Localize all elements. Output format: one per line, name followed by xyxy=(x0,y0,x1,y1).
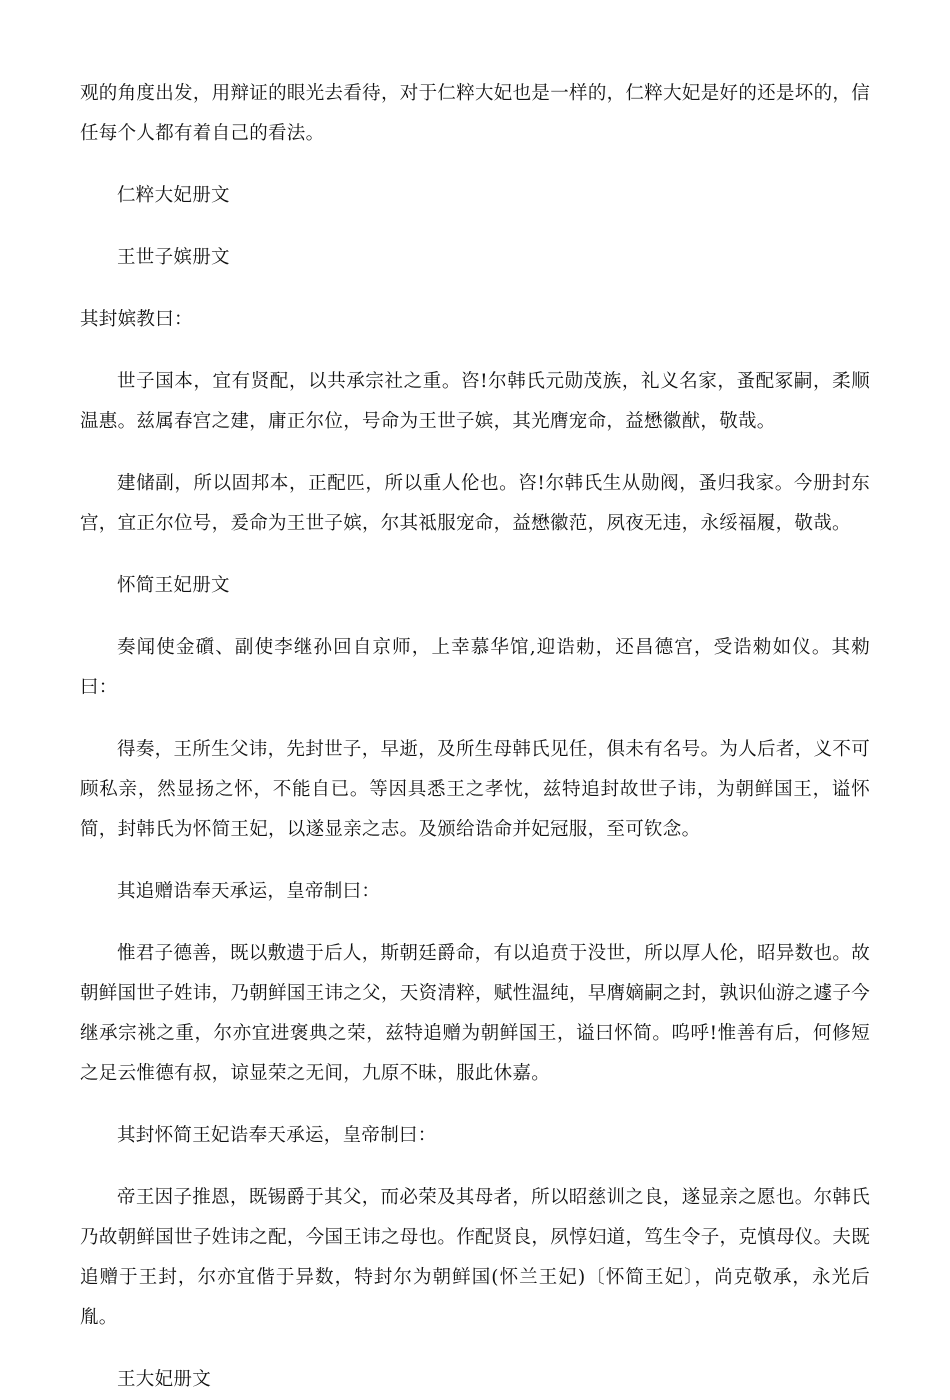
paragraph-jian-chufu: 建储副，所以固邦本，正配匹，所以重人伦也。咨!尔韩氏生从勋阀，蚤归我家。今册封东宫，宜正尔位号，爰命为王世子嫔，尔其祗服宠命，益懋徽范，夙夜无违，永绥福履，敬哉。 xyxy=(80,473,870,534)
heading-renzui-dafei-cewen: 仁粹大妃册文 xyxy=(117,185,230,206)
paragraph-de-zou: 得奏，王所生父讳，先封世子，早逝，及所生母韩氏见任，俱未有名号。为人后者，义不可顾私亲，然显扬之怀，不能自已。等因具悉王之孝忱，兹特追封故世子讳，为朝鲜国王，谥怀简，封韩氏为怀简王妃，以遂显亲之志。及颁给诰命并妃冠服，至可钦念。 xyxy=(80,739,870,840)
heading-wang-dafei-cewen: 王大妃册文 xyxy=(117,1369,212,1390)
paragraph-feng-pin-jiao: 其封嫔教曰： xyxy=(80,309,193,330)
paragraph-1: 观的角度出发，用辩证的眼光去看待，对于仁粹大妃也是一样的，仁粹大妃是好的还是坏的，信任每个人都有着自己的看法。 xyxy=(80,83,870,144)
paragraph-wei-junzi: 惟君子德善，既以敷遗于后人，斯朝廷爵命，有以追贲于没世，所以厚人伦，昭异数也。故朝鲜国世子姓讳，乃朝鲜国王讳之父，天资清粹，赋性温纯，早膺嫡嗣之封，孰识仙游之遽子今继承宗祧之重，尔亦宜进褒典之荣，兹特追赠为朝鲜国王，谥曰怀简。呜呼!惟善有后，何修短之足云惟德有叔，谅显荣之无间，九原不昧，服此休嘉。 xyxy=(80,943,870,1084)
paragraph-zhuizeng-gao: 其追赠诰奉天承运，皇帝制曰： xyxy=(117,881,381,902)
heading-huaijian-wangfei-cewen: 怀简王妃册文 xyxy=(117,575,230,596)
document-page xyxy=(80,74,870,1400)
heading-wangshizi-pin-cewen: 王世子嫔册文 xyxy=(117,247,230,268)
paragraph-shizi-guoben: 世子国本，宜有贤配，以共承宗社之重。咨!尔韩氏元勋茂族，礼义名家，蚤配冢嗣，柔顺温惠。兹属春宫之建，庸正尔位，号命为王世子嫔，其光膺宠命，益懋徽猷，敬哉。 xyxy=(80,371,870,432)
paragraph-feng-huaijian-wangfei-gao: 其封怀简王妃诰奉天承运，皇帝制曰： xyxy=(117,1125,437,1146)
paragraph-diwang-yinzi: 帝王因子推恩，既锡爵于其父，而必荣及其母者，所以昭慈训之良，遂显亲之愿也。尔韩氏乃故朝鲜国世子姓讳之配，今国王讳之母也。作配贤良，夙惇妇道，笃生令子，克慎母仪。夫既追赠于王封，尔亦宜偕于异数，特封尔为朝鲜国(怀兰王妃)〔怀简王妃〕，尚克敬承，永光后胤。 xyxy=(80,1187,870,1328)
paragraph-zouwenshi: 奏闻使金礩、副使李继孙回自京师，上幸慕华馆,迎诰勅，还昌德宫，受诰勑如仪。其勑曰： xyxy=(80,637,870,698)
